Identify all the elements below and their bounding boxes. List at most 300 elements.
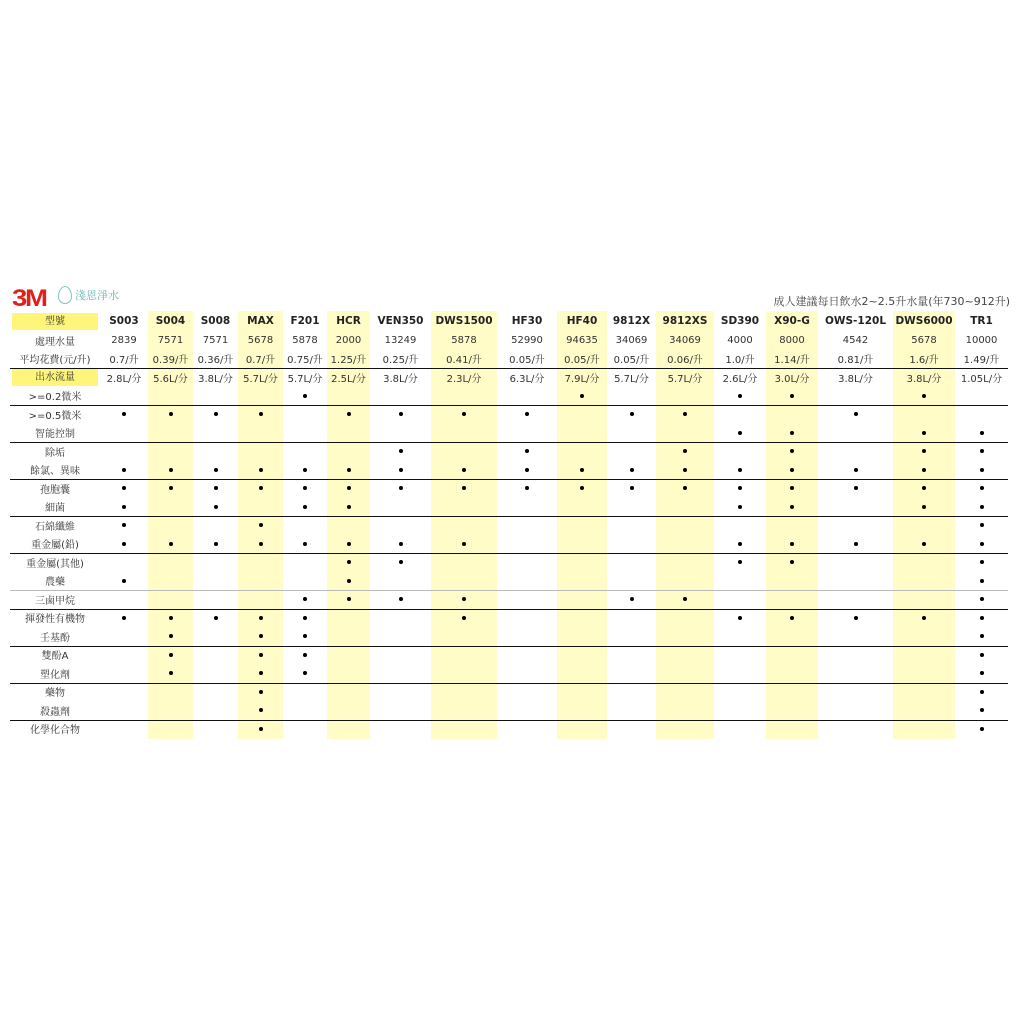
header-label: 型號 [12, 313, 98, 330]
check-dot-icon [347, 560, 351, 564]
value-cell: 2000 [335, 334, 362, 346]
feature-cell [656, 442, 714, 461]
feature-cell [557, 572, 607, 591]
feature-cell [370, 590, 431, 609]
feature-cell [283, 387, 327, 406]
feature-cell [497, 424, 557, 443]
value-cell: 1.49/升 [963, 355, 1000, 367]
feature-cell [955, 720, 1008, 739]
check-dot-icon [790, 468, 794, 472]
feature-cell [100, 664, 148, 683]
check-dot-icon [169, 542, 173, 546]
check-dot-icon [399, 560, 403, 564]
feature-cell [714, 535, 766, 554]
feature-cell [893, 683, 955, 702]
value-cell: 5.7L/分 [243, 373, 278, 385]
feature-cell [607, 461, 656, 480]
feature-cell [283, 461, 327, 480]
feature-cell [714, 461, 766, 480]
feature-cell [370, 701, 431, 720]
check-dot-icon [122, 412, 126, 416]
feature-cell [327, 646, 370, 665]
check-dot-icon [580, 394, 584, 398]
value-cell: 3.8L/分 [198, 373, 233, 385]
feature-label: 三鹵甲烷 [35, 595, 75, 607]
feature-cell [955, 535, 1008, 554]
feature-cell [818, 590, 893, 609]
value-cell: 0.81/升 [837, 355, 874, 367]
feature-cell [100, 405, 148, 424]
feature-cell [714, 701, 766, 720]
check-dot-icon [922, 542, 926, 546]
model-header: HCR [336, 315, 361, 327]
value-cell: 2839 [111, 334, 137, 346]
check-dot-icon [303, 653, 307, 657]
feature-cell [607, 387, 656, 406]
feature-label: 細菌 [45, 503, 65, 515]
feature-cell [100, 590, 148, 609]
check-dot-icon [462, 597, 466, 601]
feature-cell [955, 479, 1008, 498]
feature-cell [818, 498, 893, 517]
feature-cell [955, 553, 1008, 572]
feature-cell [238, 442, 283, 461]
feature-cell [148, 498, 193, 517]
feature-cell [818, 646, 893, 665]
check-dot-icon [169, 616, 173, 620]
check-dot-icon [259, 523, 263, 527]
feature-cell [193, 387, 238, 406]
check-dot-icon [790, 616, 794, 620]
feature-cell [283, 627, 327, 646]
check-dot-icon [399, 597, 403, 601]
feature-cell [327, 664, 370, 683]
feature-cell [766, 609, 818, 628]
feature-label: 孢胞囊 [40, 484, 70, 496]
check-dot-icon [214, 505, 218, 509]
check-dot-icon [462, 542, 466, 546]
feature-cell [714, 516, 766, 535]
feature-row [10, 590, 1008, 610]
check-dot-icon [738, 505, 742, 509]
feature-cell [100, 553, 148, 572]
check-dot-icon [303, 486, 307, 490]
feature-cell [283, 479, 327, 498]
feature-cell [714, 683, 766, 702]
value-cell: 1.14/升 [774, 355, 810, 367]
feature-cell [893, 461, 955, 480]
model-header: 9812X [612, 315, 651, 327]
feature-cell [327, 424, 370, 443]
feature-cell [283, 701, 327, 720]
feature-label: 殺蟲劑 [40, 706, 70, 718]
feature-row [10, 664, 1008, 684]
feature-cell [893, 609, 955, 628]
feature-cell [818, 627, 893, 646]
feature-cell [607, 442, 656, 461]
model-header: DWS1500 [435, 315, 493, 327]
feature-cell [100, 535, 148, 554]
feature-cell [370, 553, 431, 572]
model-header: S003 [109, 315, 139, 327]
feature-cell [497, 516, 557, 535]
feature-cell [766, 498, 818, 517]
model-header: 9812XS [662, 315, 708, 327]
feature-row [10, 387, 1008, 407]
check-dot-icon [122, 542, 126, 546]
feature-cell [766, 701, 818, 720]
feature-cell [766, 516, 818, 535]
feature-cell [431, 553, 497, 572]
feature-cell [766, 683, 818, 702]
feature-cell [893, 701, 955, 720]
check-dot-icon [790, 449, 794, 453]
feature-cell [557, 405, 607, 424]
feature-cell [327, 590, 370, 609]
check-dot-icon [683, 449, 687, 453]
feature-cell [893, 405, 955, 424]
feature-label: 壬基酚 [40, 632, 70, 644]
check-dot-icon [980, 597, 984, 601]
check-dot-icon [259, 671, 263, 675]
model-header: OWS-120L [824, 315, 887, 327]
feature-cell [656, 664, 714, 683]
feature-row [10, 553, 1008, 572]
check-dot-icon [214, 486, 218, 490]
check-dot-icon [922, 616, 926, 620]
feature-cell [148, 553, 193, 572]
feature-cell [100, 498, 148, 517]
feature-cell [557, 442, 607, 461]
feature-cell [431, 609, 497, 628]
feature-cell [766, 424, 818, 443]
value-cell: 0.7/升 [109, 355, 139, 367]
feature-cell [766, 720, 818, 739]
feature-cell [327, 442, 370, 461]
feature-cell [656, 479, 714, 498]
model-header: S008 [200, 315, 231, 327]
feature-cell [100, 627, 148, 646]
feature-cell [327, 479, 370, 498]
check-dot-icon [169, 468, 173, 472]
feature-cell [497, 572, 557, 591]
check-dot-icon [122, 486, 126, 490]
feature-label: 藥物 [45, 688, 65, 700]
feature-cell [327, 553, 370, 572]
model-header: MAX [247, 315, 274, 327]
value-cell: 2.3L/分 [446, 373, 482, 385]
check-dot-icon [980, 431, 984, 435]
feature-cell [431, 646, 497, 665]
feature-cell [557, 683, 607, 702]
feature-cell [327, 572, 370, 591]
feature-cell [148, 424, 193, 443]
model-header: F201 [290, 315, 320, 327]
feature-cell [431, 461, 497, 480]
check-dot-icon [214, 542, 218, 546]
check-dot-icon [347, 579, 351, 583]
feature-cell [955, 516, 1008, 535]
check-dot-icon [169, 486, 173, 490]
feature-cell [766, 387, 818, 406]
check-dot-icon [738, 431, 742, 435]
feature-cell [893, 720, 955, 739]
check-dot-icon [980, 708, 984, 712]
check-dot-icon [303, 671, 307, 675]
feature-cell [431, 701, 497, 720]
check-dot-icon [399, 486, 403, 490]
row-label: 處理水量 [35, 336, 75, 348]
feature-cell [238, 664, 283, 683]
feature-cell [766, 442, 818, 461]
feature-cell [283, 572, 327, 591]
feature-cell [656, 461, 714, 480]
check-dot-icon [122, 523, 126, 527]
feature-cell [656, 683, 714, 702]
feature-label: 化學化合物 [30, 725, 80, 737]
value-cell: 1.6/升 [909, 355, 939, 367]
feature-cell [893, 479, 955, 498]
check-dot-icon [980, 542, 984, 546]
check-dot-icon [169, 412, 173, 416]
check-dot-icon [303, 542, 307, 546]
feature-cell [656, 553, 714, 572]
feature-cell [497, 664, 557, 683]
feature-cell [656, 498, 714, 517]
feature-cell [283, 646, 327, 665]
model-header: HF40 [566, 315, 598, 327]
value-cell: 2.5L/分 [331, 373, 366, 385]
feature-cell [100, 516, 148, 535]
check-dot-icon [259, 634, 263, 638]
feature-cell [607, 405, 656, 424]
feature-cell [238, 424, 283, 443]
feature-cell [100, 646, 148, 665]
feature-cell [148, 720, 193, 739]
feature-cell [557, 535, 607, 554]
feature-cell [893, 387, 955, 406]
feature-cell [370, 442, 431, 461]
row-label: 平均花費(元/升) [19, 355, 91, 367]
feature-cell [327, 720, 370, 739]
feature-cell [818, 720, 893, 739]
feature-label: 塑化劑 [40, 669, 70, 681]
value-cell: 0.25/升 [382, 355, 419, 367]
feature-cell [497, 701, 557, 720]
value-cell: 2.6L/分 [722, 373, 758, 385]
check-dot-icon [922, 505, 926, 509]
feature-cell [714, 646, 766, 665]
feature-cell [497, 405, 557, 424]
feature-cell [148, 516, 193, 535]
feature-cell [100, 461, 148, 480]
feature-cell [238, 627, 283, 646]
check-dot-icon [525, 486, 529, 490]
value-cell: 34069 [615, 334, 648, 346]
feature-cell [557, 461, 607, 480]
check-dot-icon [462, 468, 466, 472]
feature-cell [893, 424, 955, 443]
feature-cell [370, 387, 431, 406]
value-row [10, 331, 1008, 350]
feature-label: 除垢 [45, 447, 65, 459]
feature-cell [714, 442, 766, 461]
value-cell: 1.25/升 [330, 355, 367, 367]
feature-cell [370, 479, 431, 498]
feature-cell [283, 664, 327, 683]
check-dot-icon [399, 449, 403, 453]
feature-cell [893, 498, 955, 517]
feature-cell [327, 701, 370, 720]
feature-cell [656, 609, 714, 628]
check-dot-icon [980, 671, 984, 675]
feature-cell [283, 609, 327, 628]
check-dot-icon [854, 542, 858, 546]
value-cell: 0.41/升 [446, 355, 482, 367]
feature-cell [818, 461, 893, 480]
feature-cell [818, 553, 893, 572]
value-row [10, 368, 1008, 387]
feature-cell [370, 572, 431, 591]
feature-cell [766, 479, 818, 498]
value-cell: 52990 [511, 334, 543, 346]
feature-cell [497, 609, 557, 628]
water-drop-icon [58, 286, 72, 304]
feature-cell [557, 516, 607, 535]
feature-cell [148, 664, 193, 683]
check-dot-icon [214, 616, 218, 620]
check-dot-icon [214, 468, 218, 472]
feature-cell [607, 498, 656, 517]
check-dot-icon [259, 708, 263, 712]
feature-cell [766, 535, 818, 554]
row-label-cell [10, 368, 100, 387]
feature-cell [283, 683, 327, 702]
feature-cell [327, 498, 370, 517]
feature-cell [607, 627, 656, 646]
value-cell: 5878 [451, 334, 477, 346]
feature-cell [893, 516, 955, 535]
value-cell: 3.8L/分 [838, 373, 873, 385]
check-dot-icon [122, 468, 126, 472]
feature-cell [327, 405, 370, 424]
feature-cell [431, 720, 497, 739]
feature-cell [193, 479, 238, 498]
feature-cell [766, 646, 818, 665]
feature-cell [100, 609, 148, 628]
feature-cell [193, 720, 238, 739]
check-dot-icon [790, 560, 794, 564]
feature-cell [431, 572, 497, 591]
feature-cell [148, 387, 193, 406]
check-dot-icon [630, 412, 634, 416]
feature-row [10, 683, 1008, 702]
check-dot-icon [683, 468, 687, 472]
value-cell: 13249 [384, 334, 417, 346]
check-dot-icon [580, 486, 584, 490]
check-dot-icon [854, 468, 858, 472]
check-dot-icon [303, 468, 307, 472]
model-header: HF30 [511, 315, 543, 327]
feature-cell [607, 479, 656, 498]
check-dot-icon [683, 486, 687, 490]
check-dot-icon [980, 727, 984, 731]
feature-cell [238, 461, 283, 480]
feature-cell [766, 590, 818, 609]
check-dot-icon [259, 616, 263, 620]
check-dot-icon [259, 727, 263, 731]
row-label: 出水流量 [12, 369, 98, 386]
feature-cell [656, 590, 714, 609]
feature-cell [893, 442, 955, 461]
feature-cell [557, 590, 607, 609]
feature-cell [955, 572, 1008, 591]
feature-cell [766, 627, 818, 646]
check-dot-icon [169, 653, 173, 657]
feature-cell [766, 461, 818, 480]
feature-cell [148, 405, 193, 424]
check-dot-icon [980, 579, 984, 583]
daily-water-note: 成人建議每日飲水2~2.5升水量(年730~912升) [773, 295, 1010, 308]
value-cell: 5.6L/分 [153, 373, 188, 385]
feature-cell [148, 683, 193, 702]
feature-cell [607, 683, 656, 702]
check-dot-icon [922, 449, 926, 453]
feature-cell [100, 572, 148, 591]
feature-cell [557, 609, 607, 628]
feature-cell [714, 609, 766, 628]
feature-cell [893, 664, 955, 683]
feature-cell [370, 498, 431, 517]
feature-cell [714, 627, 766, 646]
check-dot-icon [347, 412, 351, 416]
feature-cell [497, 590, 557, 609]
feature-cell [497, 553, 557, 572]
feature-cell [431, 498, 497, 517]
feature-cell [100, 479, 148, 498]
feature-cell [148, 590, 193, 609]
feature-cell [656, 424, 714, 443]
value-cell: 7571 [202, 334, 229, 346]
feature-cell [818, 683, 893, 702]
feature-cell [607, 646, 656, 665]
feature-cell [100, 701, 148, 720]
check-dot-icon [303, 505, 307, 509]
check-dot-icon [922, 468, 926, 472]
check-dot-icon [854, 486, 858, 490]
feature-label: 揮發性有機物 [25, 614, 85, 626]
feature-cell [893, 572, 955, 591]
check-dot-icon [259, 542, 263, 546]
feature-row [10, 646, 1008, 665]
check-dot-icon [738, 616, 742, 620]
feature-cell [193, 701, 238, 720]
feature-cell [607, 720, 656, 739]
feature-cell [431, 590, 497, 609]
feature-cell [656, 701, 714, 720]
feature-cell [607, 572, 656, 591]
header-row [10, 311, 1008, 331]
feature-cell [714, 479, 766, 498]
feature-cell [370, 609, 431, 628]
feature-cell [238, 590, 283, 609]
feature-cell [100, 720, 148, 739]
value-cell: 8000 [779, 334, 805, 346]
value-cell: 5.7L/分 [667, 373, 703, 385]
feature-cell [714, 424, 766, 443]
value-row [10, 350, 1008, 370]
check-dot-icon [922, 431, 926, 435]
